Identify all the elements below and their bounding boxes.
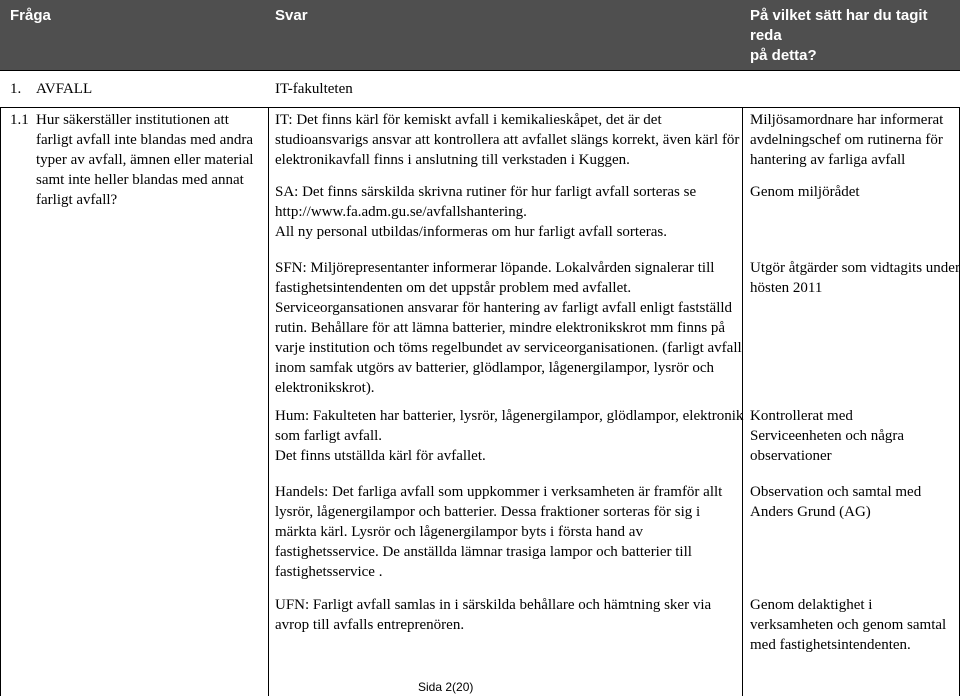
method-1: Miljösamordnare har informerat avdelningschef om rutinerna för hantering av farliga avfall bbox=[750, 112, 944, 168]
section-title: AVFALL bbox=[36, 81, 93, 97]
header-answer: Svar bbox=[275, 7, 308, 24]
answer-sa: SA: Det finns särskilda skrivna rutiner för hur farligt avfall sorteras se http://www.fa.adm.gu.se/avfallshantering. All ny personal utbildas/informeras om hur farligt avfall sorteras. bbox=[275, 184, 697, 240]
method-2: Genom miljörådet bbox=[750, 184, 860, 200]
header-question: Fråga bbox=[10, 7, 51, 24]
border-left bbox=[0, 108, 1, 696]
answer-sfn: SFN: Miljörepresentanter informerar löpande. Lokalvården signalerar till fastighetsintendenten om det uppstår problem med avfallet. Serviceorgansationen ansvarar för hantering av farligt avfall enligt fastställd rutin. Behållare för att lämna batterier, mindre elektronikskrot mm finns på varje institution och töms regelbundet av serviceorganisationen. (farligt avfall inom samfak utgörs av batterier, glödlampor, lågenergilampor, lysrör och elektronikskrot). bbox=[275, 260, 742, 396]
page-number: Sida 2(20) bbox=[418, 680, 474, 694]
header-method: På vilket sätt har du tagit reda på detta? bbox=[750, 7, 928, 64]
method-5: Observation och samtal med Anders Grund (AG) bbox=[750, 484, 922, 520]
answer-it: IT: Det finns kärl för kemiskt avfall i kemikalieskåpet, det är det studioansvarigs ansvar att kontrollera att avfallet slängs korrekt, även kärl för elektronikavfall finns i anslutning till verkstaden i Kuggen. bbox=[275, 112, 740, 168]
table-header bbox=[0, 0, 960, 70]
method-4: Kontrollerat med Serviceenheten och några observationer bbox=[750, 408, 905, 464]
method-3: Utgör åtgärder som vidtagits under hösten 2011 bbox=[750, 260, 960, 296]
section-number: 1. bbox=[10, 81, 22, 97]
method-6: Genom delaktighet i verksamheten och genom samtal med fastighetsintendenten. bbox=[750, 597, 947, 653]
section-row bbox=[0, 70, 960, 108]
answer-handels: Handels: Det farliga avfall som uppkommer i verksamheten är framför allt lysrör, lågenergilampor och batterier. Dessa fraktioner sorteras för sig i märkta kärl. Lysrör och lågenergilampor byts i första hand av fastighetsservice. De anställda lämnar trasiga lampor och batterier till fastighetsservice . bbox=[275, 484, 723, 580]
question-number: 1.1 bbox=[10, 112, 29, 128]
answer-hum: Hum: Fakulteten har batterier, lysrör, lågenergilampor, glödlampor, elektronik som farligt avfall. Det finns utställda kärl för avfallet. bbox=[275, 408, 744, 464]
question-text: Hur säkerställer institutionen att farligt avfall inte blandas med andra typer av avfall, ämnen eller material samt inte heller blandas med annat farligt avfall? bbox=[36, 112, 254, 208]
answer-ufn: UFN: Farligt avfall samlas in i särskilda behållare och hämtning sker via avrop till avfalls entreprenören. bbox=[275, 597, 712, 633]
column-divider bbox=[268, 108, 269, 696]
section-faculty: IT-fakulteten bbox=[275, 81, 353, 97]
column-divider bbox=[742, 108, 743, 696]
